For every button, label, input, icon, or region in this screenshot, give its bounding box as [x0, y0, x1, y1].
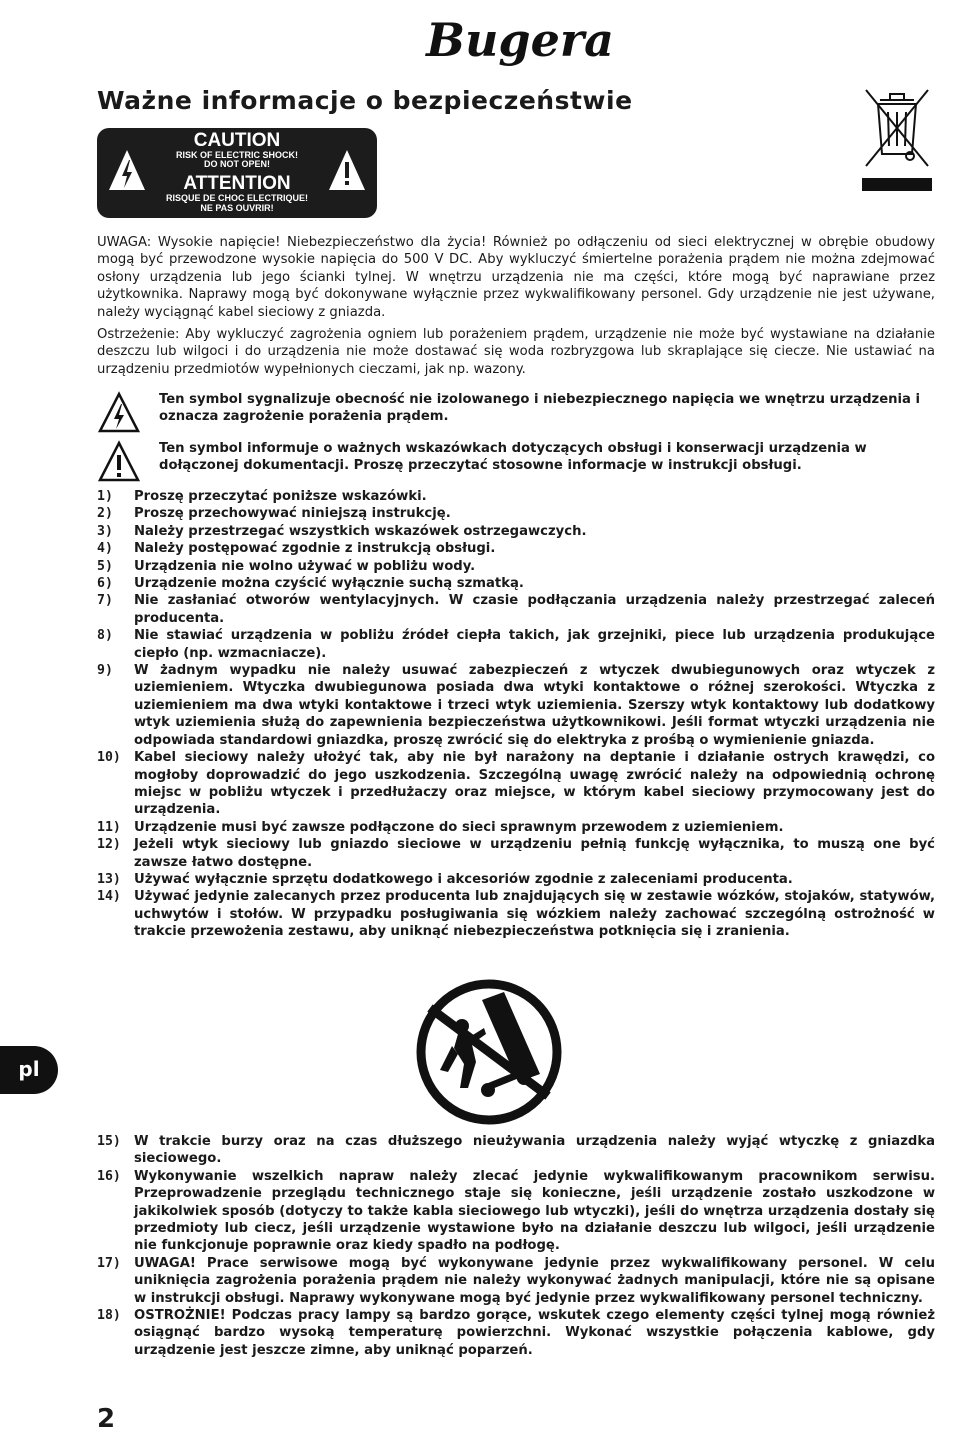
list-item: 15) W trakcie burzy oraz na czas dłuższego nieużywania urządzenia należy wyjąć wtyczkę z gniazdka sieciowego.: [97, 1134, 935, 1167]
list-item: 7) Nie zasłaniać otworów wentylacyjnych. W czasie podłączania urządzenia należy przestrzegać zaleceń producenta.: [97, 593, 935, 626]
caution-heading: CAUTION: [193, 130, 281, 151]
safety-instructions-list: [97, 488, 935, 941]
lightning-warning-icon: [97, 391, 141, 435]
list-item: 3) Należy przestrzegać wszystkich wskazówek ostrzegawczych.: [97, 523, 587, 539]
language-tab: pl: [0, 1046, 58, 1094]
list-item: 12) Jeżeli wtyk sieciowy lub gniazdo sieciowe w urządzeniu pełnią funkcję wyłącznika, to muszą one być zawsze łatwo dostępne.: [97, 837, 935, 870]
high-voltage-warning: UWAGA: Wysokie napięcie! Niebezpieczeństwo dla życia! Również po odłączeniu od sieci elektrycznej w obrębie obudowy mogą być przewodzone wysokie napięcia do 500 V DC. Aby wykluczyć śmiertelne porażenia prądem nie można zdejmować osłony urządzenia lub jego ścianki tylnej. W wnętrzu urządzenia nie ma części, które mogą być naprawiane przez użytkownika. Naprawy mogą być dokonywane wyłącznie przez wykwalifikowany personel. Gdy urządzenie nie jest używane, należy wyciągnąć kabel sieciowy z gniazda.: [97, 235, 935, 320]
crossed-bin-icon: [862, 86, 932, 191]
symbol-explanation: [97, 391, 935, 437]
list-item: 2) Proszę przechowywać niniejszą instrukcję.: [97, 506, 451, 522]
list-item: 6) Urządzenie można czyścić wyłącznie suchą szmatką.: [97, 576, 524, 592]
list-item: 14) Używać jedynie zalecanych przez producenta lub znajdujących się w zestawie wózków, stojaków, statywów, uchwytów i stołów. W przypadku posługiwania się wózkiem należy zachować szczególną ostrożność w trakcie przewożenia zestawu, aby uniknąć niebezpieczeństwa potknięcia się i zranienia.: [97, 889, 935, 940]
page-number: 2: [97, 1404, 116, 1434]
exclamation-warning-icon: [97, 440, 141, 484]
list-item: 18) OSTROŻNIE! Podczas pracy lampy są bardzo gorące, wskutek czego elementy części tylnej mogą również osiągnąć bardzo wysoką temperaturę powierzchni. Wykonać wszystkie połączenia kablowe, gdy urządzenie jest jeszcze zimne, aby uniknąć poparzeń.: [97, 1308, 935, 1358]
caution-label: [97, 128, 377, 218]
list-item: 17) UWAGA! Prace serwisowe mogą być wykonywane jedynie przez wykwalifikowany personel. W celu uniknięcia zagrożenia porażenia prądem nie należy wykonywać żadnych manipulacji, które nie są opisane w instrukcji obsługi. Naprawy wykonywane mogą być jedynie przez wykwalifikowany personel techniczny.: [97, 1255, 935, 1306]
attention-heading: ATTENTION: [183, 173, 291, 194]
list-item: 9) W żadnym wypadku nie należy usuwać zabezpieczeń z wtyczek dwubiegunowych oraz wtyczek z uziemieniem. Wtyczka dwubiegunowa posiada dwa wtyki kontaktowe o różnej szerokości. Wtyczka z uziemieniem ma dwa wtyki kontaktowe i trzeci wtyk uziemienia. Szerszy wtyk kontaktowy lub dodatkowy wtyk uziemienia służą do zapewnienia bezpieczeństwa użytkownikowi. Jeśli format wtyczki urządzenia nie odpowiada standardowi gniazdka, proszę zwrócić się do elektryka z prośbą o wymienienie gniazda.: [97, 663, 935, 748]
list-item: 8) Nie stawiać urządzenia w pobliżu źródeł ciepła takich, jak grzejniki, piece lub urządzenia produkujące ciepło (np. wzmacniacze).: [97, 628, 935, 661]
list-item: 5) Urządzenia nie wolno używać w pobliżu wody.: [97, 558, 476, 574]
symbol-description: Ten symbol sygnalizuje obecność nie izolowanego i niebezpiecznego napięcia we wnętrzu urządzenia i oznacza zagrożenie porażenia prądem.: [159, 392, 921, 425]
caution-line: DO NOT OPEN!: [203, 159, 270, 169]
caution-line: RISK OF ELECTRIC SHOCK!: [175, 150, 298, 160]
list-item: 11) Urządzenie musi być zawsze podłączone do sieci sprawnym przewodem z uziemieniem.: [97, 819, 784, 835]
list-item: 4) Należy postępować zgodnie z instrukcją obsługi.: [97, 541, 496, 557]
moisture-warning: Ostrzeżenie: Aby wykluczyć zagrożenia ogniem lub porażeniem prądem, urządzenie nie może być wystawiane na działanie deszczu lub wilgoci i do urządzenia nie może dostawać się woda rozbryzgowa lub skraplające się ciecze. Nie ustawiać na urządzeniu przedmiotów wypełnionych cieczami, jak np. wazony.: [97, 327, 935, 377]
safety-instructions-list-continued: [97, 1133, 935, 1359]
cart-tipover-warning-icon: [400, 978, 578, 1126]
list-item: 1) Proszę przeczytać poniższe wskazówki.: [97, 489, 427, 504]
attention-line: NE PAS OUVRIR!: [200, 203, 274, 213]
list-item: 10) Kabel sieciowy należy ułożyć tak, aby nie był narażony na deptanie i działanie ostrych krawędzi, co mogłoby doprowadzić do jego uszkodzenia. Szczególną uwagę zwrócić należy na odpowiednią ochronę miejsc w pobliżu wtyczek i przedłużaczy oraz miejsce, w którym kabel sieciowy przymocowany jest do urządzenia.: [97, 750, 935, 818]
bugera-logo: [415, 4, 625, 74]
page-title: Ważne informacje o bezpieczeństwie: [97, 86, 633, 115]
list-item: 13) Używać wyłącznie sprzętu dodatkowego i akcesoriów zgodnie z zaleceniami producenta.: [97, 871, 793, 887]
symbol-description: Ten symbol informuje o ważnych wskazówkach dotyczących obsługi i konserwacji urządzenia w dołączonej dokumentacji. Proszę przeczytać stosowne informacje w instrukcji obsługi.: [159, 441, 867, 474]
svg-text:Bugera: Bugera: [426, 13, 614, 67]
attention-line: RISQUE DE CHOC ELECTRIQUE!: [165, 193, 308, 203]
symbol-explanation: [97, 440, 935, 490]
list-item: 16) Wykonywanie wszelkich napraw należy zlecać jedynie wykwalifikowanym pracownikom serwisu. Przeprowadzenie przeglądu technicznego staje się konieczne, jeśli urządzenie zostało uszkodzone w jakikolwiek sposób (dotyczy to także kabla sieciowego lub wtyczki), jeśli do wnętrza urządzenia dostały się przedmioty lub ciecz, jeśli urządzenie wystawione było na działanie deszczu lub wilgoci, jeśli urządzenie nie funkcjonuje poprawnie oraz kiedy spadło na podłogę.: [97, 1168, 935, 1254]
